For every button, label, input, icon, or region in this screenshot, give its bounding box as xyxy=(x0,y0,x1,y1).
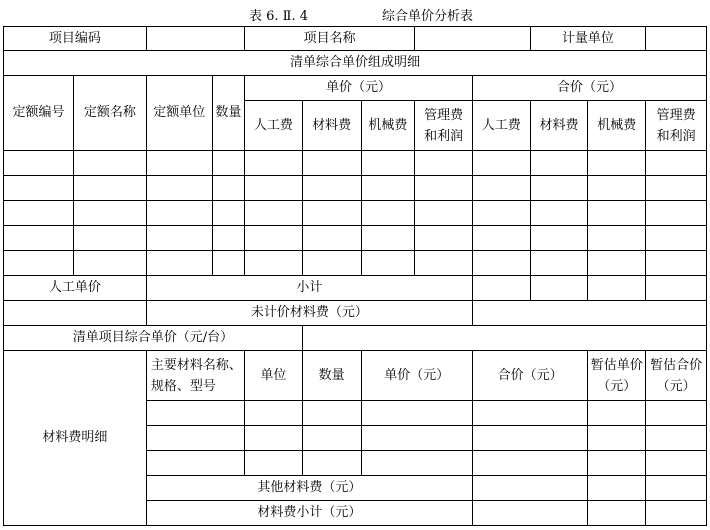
unit-machinery-header: 机械费 xyxy=(361,101,415,151)
item-code-label: 项目编码 xyxy=(4,27,147,51)
subtotal-mgmt-value[interactable] xyxy=(646,276,707,301)
composite-unit-price-label: 清单项目综合单价（元/台） xyxy=(4,326,303,351)
unpriced-material-value[interactable] xyxy=(472,301,706,326)
item-code-value[interactable] xyxy=(146,27,244,51)
subtotal-machinery-value[interactable] xyxy=(588,276,646,301)
quantity-header: 数量 xyxy=(212,76,244,151)
item-name-value[interactable] xyxy=(415,27,530,51)
quota-unit-header: 定额单位 xyxy=(146,76,212,151)
other-material-total[interactable] xyxy=(472,476,587,501)
labor-unit-price-value[interactable] xyxy=(4,301,147,326)
table-title: 综合单价分析表 xyxy=(382,9,474,24)
table-row xyxy=(4,151,707,176)
material-subtotal-label: 材料费小计（元） xyxy=(146,501,472,526)
total-machinery-header: 机械费 xyxy=(588,101,646,151)
total-price-group-header: 合价（元） xyxy=(472,76,706,101)
material-subtotal-est-unit[interactable] xyxy=(588,501,646,526)
composition-section-title: 清单综合单价组成明细 xyxy=(4,51,707,76)
table-caption xyxy=(0,5,710,25)
total-material-header: 材料费 xyxy=(530,101,588,151)
unit-label: 计量单位 xyxy=(530,27,645,51)
total-labor-header: 人工费 xyxy=(472,101,530,151)
unit-labor-header: 人工费 xyxy=(245,101,303,151)
material-unit-price-header: 单价（元） xyxy=(361,351,472,401)
unpriced-material-label: 未计价材料费（元） xyxy=(146,301,472,326)
subtotal-labor-value[interactable] xyxy=(472,276,530,301)
item-name-label: 项目名称 xyxy=(245,27,415,51)
material-est-total-price-header: 暂估合价 （元） xyxy=(646,351,707,401)
table-row xyxy=(4,176,707,201)
quota-name-header: 定额名称 xyxy=(73,76,146,151)
unit-mgmt-header: 管理费 和利润 xyxy=(415,101,473,151)
material-subtotal-total[interactable] xyxy=(472,501,587,526)
material-detail-label: 材料费明细 xyxy=(4,351,147,526)
material-name-spec-header: 主要材料名称、 规格、型号 xyxy=(146,351,244,401)
unit-value[interactable] xyxy=(646,27,707,51)
material-est-unit-price-header: 暂估单价 （元） xyxy=(588,351,646,401)
material-total-price-header: 合价（元） xyxy=(472,351,587,401)
total-mgmt-header: 管理费 和利润 xyxy=(646,101,707,151)
other-material-est-unit[interactable] xyxy=(588,476,646,501)
table-row xyxy=(4,201,707,226)
table-number: 表 6. Ⅱ. 4 xyxy=(249,9,309,24)
table-row xyxy=(4,226,707,251)
material-subtotal-est-total[interactable] xyxy=(646,501,707,526)
composite-unit-price-value[interactable] xyxy=(302,326,706,351)
material-unit-header: 单位 xyxy=(245,351,303,401)
subtotal-label: 小计 xyxy=(146,276,472,301)
unit-price-analysis-table xyxy=(3,26,707,526)
table-row xyxy=(4,251,707,276)
labor-unit-price-label: 人工单价 xyxy=(4,276,147,301)
other-material-label: 其他材料费（元） xyxy=(146,476,472,501)
unit-material-header: 材料费 xyxy=(302,101,361,151)
other-material-est-total[interactable] xyxy=(646,476,707,501)
material-quantity-header: 数量 xyxy=(302,351,361,401)
unit-price-group-header: 单价（元） xyxy=(245,76,473,101)
subtotal-material-value[interactable] xyxy=(530,276,588,301)
quota-code-header: 定额编号 xyxy=(4,76,74,151)
